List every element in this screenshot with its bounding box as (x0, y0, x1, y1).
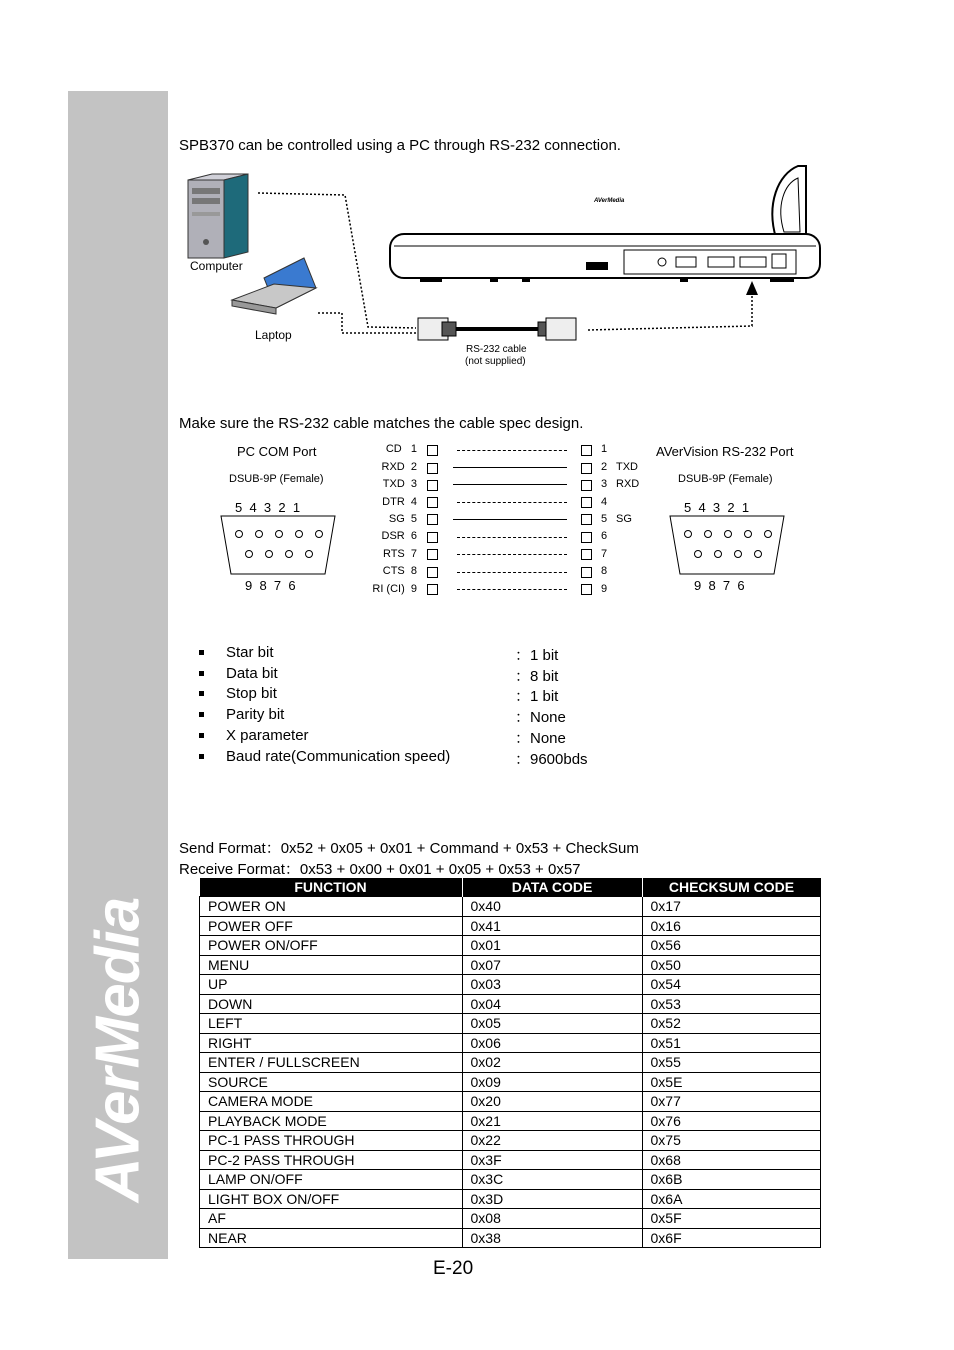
pin-box (427, 549, 438, 560)
function-cell: RIGHT (200, 1033, 463, 1053)
table-row (200, 916, 821, 936)
pin-right-number: 1 (601, 443, 608, 455)
pin-left-label: DSR 6 (381, 530, 417, 542)
function-cell: AF (200, 1209, 463, 1229)
data-code-cell: 0x3D (462, 1189, 642, 1209)
pin-box (427, 514, 438, 525)
pin-box (581, 445, 592, 456)
pc-port-top-pins: 5 4 3 2 1 (235, 500, 301, 515)
cable-note: (not supplied) (465, 356, 526, 367)
pin-box (581, 463, 592, 474)
table-row (200, 1092, 821, 1112)
pc-port-type: DSUB-9P (Female) (229, 473, 324, 485)
unconnected-line (457, 537, 567, 538)
column-header: CHECKSUM CODE (642, 878, 821, 897)
function-cell: PC-2 PASS THROUGH (200, 1150, 463, 1170)
function-cell: LEFT (200, 1014, 463, 1034)
table-row (200, 1053, 821, 1073)
setting-value: ：1 bit (515, 647, 559, 664)
data-code-cell: 0x3C (462, 1170, 642, 1190)
data-code-cell: 0x07 (462, 955, 642, 975)
table-row (200, 1014, 821, 1034)
function-cell: SOURCE (200, 1072, 463, 1092)
checksum-cell: 0x75 (642, 1131, 821, 1151)
checksum-cell: 0x55 (642, 1053, 821, 1073)
pin-box (427, 497, 438, 508)
data-code-cell: 0x40 (462, 897, 642, 917)
column-header: DATA CODE (462, 878, 642, 897)
checksum-cell: 0x17 (642, 897, 821, 917)
avervision-device-icon (390, 166, 820, 282)
checksum-cell: 0x6A (642, 1189, 821, 1209)
setting-label: Star bit (226, 644, 274, 661)
function-cell: POWER OFF (200, 916, 463, 936)
bullet-icon (199, 754, 204, 759)
connected-line (453, 519, 567, 520)
function-cell: PLAYBACK MODE (200, 1111, 463, 1131)
function-cell: DOWN (200, 994, 463, 1014)
pin-right-number: 9 (601, 583, 608, 595)
brand-logo: AVerMedia (83, 897, 153, 1203)
table-row (200, 1209, 821, 1229)
checksum-cell: 0x51 (642, 1033, 821, 1053)
pin-right-number: 5 (601, 513, 608, 525)
command-table (199, 878, 821, 1248)
data-code-cell: 0x01 (462, 936, 642, 956)
pin-box (581, 584, 592, 595)
setting-value: ：1 bit (515, 688, 559, 705)
bullet-icon (199, 712, 204, 717)
bullet-icon (199, 671, 204, 676)
checksum-cell: 0x56 (642, 936, 821, 956)
aver-port-title: AVerVision RS-232 Port (656, 444, 794, 459)
pin-right-number: 4 (601, 496, 608, 508)
table-header-row (200, 878, 821, 897)
data-code-cell: 0x08 (462, 1209, 642, 1229)
pin-box (581, 549, 592, 560)
pin-right-number: 7 (601, 548, 608, 560)
data-code-cell: 0x38 (462, 1228, 642, 1248)
pin-right-label: SG (616, 513, 632, 525)
table-row (200, 994, 821, 1014)
setting-value: ：9600bds (515, 751, 588, 768)
table-row (200, 955, 821, 975)
data-code-cell: 0x04 (462, 994, 642, 1014)
unconnected-line (457, 589, 567, 590)
function-cell: CAMERA MODE (200, 1092, 463, 1112)
setting-label: Baud rate(Communication speed) (226, 748, 451, 765)
cable-label: RS-232 cable (466, 344, 527, 355)
bullet-icon (199, 691, 204, 696)
setting-value: ：None (515, 709, 566, 726)
checksum-cell: 0x53 (642, 994, 821, 1014)
data-code-cell: 0x03 (462, 975, 642, 995)
pin-left-label: DTR 4 (382, 496, 417, 508)
unconnected-line (457, 450, 567, 451)
setting-value: ：None (515, 730, 566, 747)
table-row (200, 1170, 821, 1190)
setting-label: Stop bit (226, 685, 277, 702)
function-cell: POWER ON/OFF (200, 936, 463, 956)
pin-left-label: CTS 8 (382, 565, 417, 577)
aver-port-type: DSUB-9P (Female) (678, 473, 773, 485)
pin-box (427, 532, 438, 543)
checksum-cell: 0x5F (642, 1209, 821, 1229)
pin-box (427, 480, 438, 491)
unconnected-line (457, 502, 567, 503)
checksum-cell: 0x54 (642, 975, 821, 995)
function-cell: ENTER / FULLSCREEN (200, 1053, 463, 1073)
function-cell: LAMP ON/OFF (200, 1170, 463, 1190)
pin-left-label: CD 1 (385, 443, 417, 455)
setting-label: Data bit (226, 665, 278, 682)
cable-heading: Make sure the RS-232 cable matches the cable spec design. (179, 415, 584, 432)
aver-port-bottom-pins: 9 8 7 6 (694, 578, 745, 593)
checksum-cell: 0x16 (642, 916, 821, 936)
laptop-label: Laptop (255, 328, 292, 342)
pin-box (581, 480, 592, 491)
data-code-cell: 0x09 (462, 1072, 642, 1092)
connected-line (453, 484, 567, 485)
table-row (200, 1131, 821, 1151)
pin-right-number: 3 (601, 478, 608, 490)
data-code-cell: 0x3F (462, 1150, 642, 1170)
pin-left-label: RI (CI) 9 (372, 583, 417, 595)
table-row (200, 936, 821, 956)
function-cell: UP (200, 975, 463, 995)
table-row (200, 1111, 821, 1131)
pin-box (427, 567, 438, 578)
pin-right-number: 2 (601, 461, 608, 473)
function-cell: PC-1 PASS THROUGH (200, 1131, 463, 1151)
unconnected-line (457, 572, 567, 573)
computer-icon (188, 174, 248, 258)
pin-left-label: SG 5 (388, 513, 417, 525)
data-code-cell: 0x02 (462, 1053, 642, 1073)
pin-box (581, 497, 592, 508)
pc-port-bottom-pins: 9 8 7 6 (245, 578, 296, 593)
pin-left-label: RTS 7 (382, 548, 417, 560)
setting-value: ：8 bit (515, 668, 559, 685)
function-cell: LIGHT BOX ON/OFF (200, 1189, 463, 1209)
setting-label: X parameter (226, 727, 309, 744)
pin-box (581, 567, 592, 578)
checksum-cell: 0x6F (642, 1228, 821, 1248)
table-row (200, 1228, 821, 1248)
table-row (200, 1189, 821, 1209)
pc-port-title: PC COM Port (237, 444, 317, 459)
pin-left-label: TXD 3 (382, 478, 417, 490)
connected-line (453, 467, 567, 468)
laptop-icon (232, 258, 316, 314)
function-cell: POWER ON (200, 897, 463, 917)
table-row (200, 1072, 821, 1092)
column-header: FUNCTION (200, 878, 463, 897)
page-number: E-20 (433, 1258, 474, 1279)
data-code-cell: 0x22 (462, 1131, 642, 1151)
pin-box (581, 532, 592, 543)
aver-port-top-pins: 5 4 3 2 1 (684, 500, 750, 515)
pin-right-label: RXD (616, 478, 640, 490)
pin-right-label: TXD (616, 461, 638, 473)
data-code-cell: 0x20 (462, 1092, 642, 1112)
pin-right-number: 8 (601, 565, 608, 577)
checksum-cell: 0x68 (642, 1150, 821, 1170)
bullet-icon (199, 733, 204, 738)
data-code-cell: 0x06 (462, 1033, 642, 1053)
receive-format: Receive Format：0x53 + 0x00 + 0x01 + 0x05 + 0x53 + 0x57 (179, 861, 581, 878)
function-cell: MENU (200, 955, 463, 975)
checksum-cell: 0x52 (642, 1014, 821, 1034)
unconnected-line (457, 554, 567, 555)
pin-left-label: RXD 2 (381, 461, 417, 473)
pin-box (427, 463, 438, 474)
data-code-cell: 0x05 (462, 1014, 642, 1034)
pin-right-number: 6 (601, 530, 608, 542)
checksum-cell: 0x6B (642, 1170, 821, 1190)
device-logo: AVerMedia (594, 198, 625, 204)
computer-label: Computer (190, 259, 243, 273)
pc-db9-connector-icon (219, 514, 339, 578)
checksum-cell: 0x5E (642, 1072, 821, 1092)
table-row (200, 1033, 821, 1053)
aver-db9-connector-icon (668, 514, 788, 578)
setting-label: Parity bit (226, 706, 285, 723)
rs232-cable-icon (418, 318, 576, 340)
data-code-cell: 0x21 (462, 1111, 642, 1131)
pin-box (427, 584, 438, 595)
data-code-cell: 0x41 (462, 916, 642, 936)
function-cell: NEAR (200, 1228, 463, 1248)
table-row (200, 897, 821, 917)
checksum-cell: 0x76 (642, 1111, 821, 1131)
intro-text: SPB370 can be controlled using a PC through RS-232 connection. (179, 137, 621, 154)
checksum-cell: 0x77 (642, 1092, 821, 1112)
bullet-icon (199, 650, 204, 655)
pin-box (581, 514, 592, 525)
pin-box (427, 445, 438, 456)
table-row (200, 1150, 821, 1170)
table-row (200, 975, 821, 995)
send-format: Send Format：0x52 + 0x05 + 0x01 + Command + 0x53 + CheckSum (179, 840, 639, 857)
checksum-cell: 0x50 (642, 955, 821, 975)
